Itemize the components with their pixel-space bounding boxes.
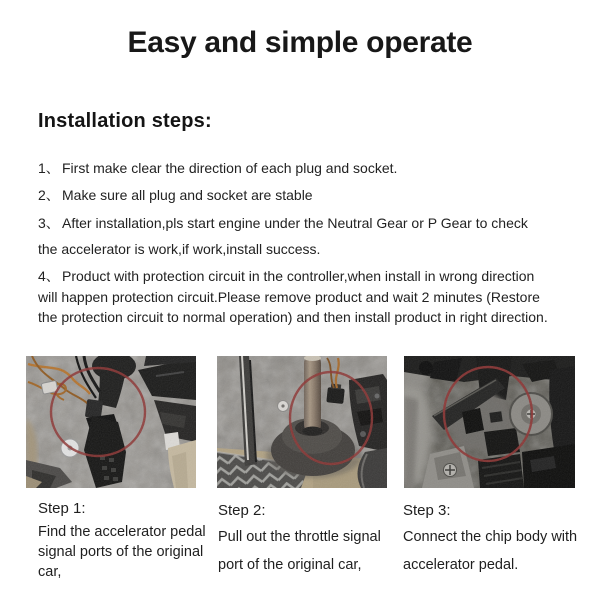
step-2-photo-image bbox=[217, 356, 387, 488]
step-label: Step 1: bbox=[38, 500, 86, 517]
step-label: Step 3: bbox=[403, 502, 451, 519]
item-text: First make clear the direction of each plug and socket. bbox=[62, 160, 398, 176]
item-number: 1、 bbox=[38, 160, 60, 176]
item-number: 2、 bbox=[38, 187, 60, 203]
step-label: Step 2: bbox=[218, 502, 266, 519]
instruction-item-4 bbox=[38, 266, 594, 328]
item-text: Product with protection circuit in the controller,when install in wrong direction bbox=[62, 268, 535, 284]
caption-line: Connect the chip body with bbox=[403, 529, 578, 545]
caption-line: port of the original car, bbox=[218, 556, 362, 573]
step-3-photo bbox=[404, 356, 574, 488]
item-text: the protection circuit to normal operation) and then install product in right direction. bbox=[38, 309, 548, 325]
step-1-photo-image bbox=[26, 356, 196, 488]
instruction-item-1 bbox=[38, 158, 594, 179]
item-number: 3、 bbox=[38, 215, 60, 231]
item-text: the accelerator is work,if work,install success. bbox=[38, 241, 321, 257]
step-1-caption bbox=[38, 500, 206, 582]
item-text: will happen protection circuit.Please remove product and wait 2 minutes (Restore bbox=[38, 288, 540, 305]
item-text: Make sure all plug and socket are stable bbox=[62, 187, 313, 203]
caption-line: Pull out the throttle signal bbox=[218, 529, 381, 545]
caption-line: accelerator pedal. bbox=[403, 556, 519, 573]
step-2-photo bbox=[217, 356, 387, 488]
caption-line: car, bbox=[38, 564, 62, 580]
step-3-photo-image bbox=[404, 356, 575, 488]
instruction-item-2 bbox=[38, 185, 594, 206]
caption-line: signal ports of the original bbox=[38, 544, 204, 560]
item-text: After installation,pls start engine under the Neutral Gear or P Gear to check bbox=[62, 215, 528, 231]
page-title: Easy and simple operate bbox=[127, 26, 473, 59]
installation-steps-heading: Installation steps: bbox=[38, 110, 212, 132]
step-1-photo bbox=[26, 356, 196, 488]
caption-line: Find the accelerator pedal bbox=[38, 524, 206, 540]
step-3-caption bbox=[403, 502, 577, 579]
instruction-item-3 bbox=[38, 210, 594, 262]
step-2-caption bbox=[218, 502, 381, 579]
item-number: 4、 bbox=[38, 268, 60, 284]
